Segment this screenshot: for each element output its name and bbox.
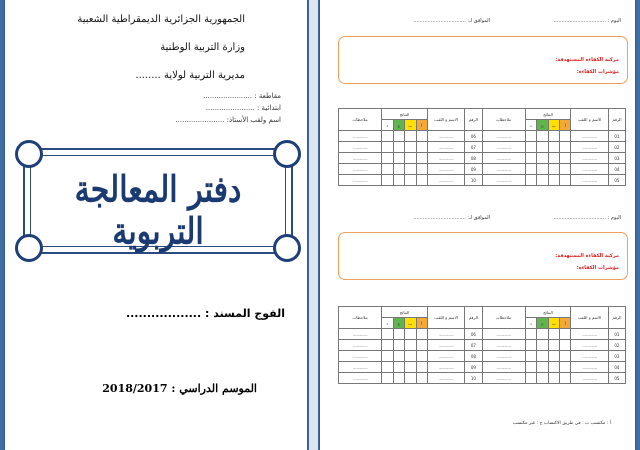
- name-cell: ...................: [571, 373, 608, 384]
- grade-cell: [548, 142, 559, 153]
- name-cell: ...................: [428, 164, 465, 175]
- table-row: [339, 175, 626, 186]
- header-notes: ملاحظات: [339, 109, 382, 131]
- grade-cell: [405, 175, 416, 186]
- grade-cell: [537, 373, 548, 384]
- grade-cell: [416, 329, 427, 340]
- grade-cell: [548, 175, 559, 186]
- table-row: [339, 373, 626, 384]
- grade-cell: [382, 175, 393, 186]
- grade-header: ب: [548, 120, 559, 131]
- grade-cell: [525, 175, 536, 186]
- grade-cell: [537, 351, 548, 362]
- header-name: الاسم و اللقب: [571, 109, 608, 131]
- day-field: اليوم : .................................: [553, 18, 621, 24]
- grade-cell: [382, 373, 393, 384]
- grade-cell: [560, 362, 571, 373]
- district-field: مقاطعة : ......................: [203, 92, 281, 100]
- grade-cell: [548, 351, 559, 362]
- table-row: [339, 153, 626, 164]
- header-notes: ملاحظات: [482, 307, 525, 329]
- indicators-label: مؤشرات الكفاءة:: [576, 265, 619, 271]
- header-results: النتائج: [525, 307, 571, 318]
- grade-cell: [405, 153, 416, 164]
- grade-cell: [548, 153, 559, 164]
- objective-panel: [338, 232, 628, 280]
- name-cell: ...................: [571, 351, 608, 362]
- grade-header: ج: [537, 120, 548, 131]
- grade-cell: [405, 362, 416, 373]
- grade-cell: [416, 362, 427, 373]
- header-notes: ملاحظات: [482, 109, 525, 131]
- notes-cell: ...................: [339, 164, 382, 175]
- grade-cell: [548, 329, 559, 340]
- notes-cell: ...................: [482, 131, 525, 142]
- grade-cell: [393, 340, 404, 351]
- grade-cell: [393, 131, 404, 142]
- header-name: الاسم و اللقب: [428, 307, 465, 329]
- notes-cell: ...................: [482, 164, 525, 175]
- grade-header: ب: [405, 318, 416, 329]
- grade-cell: [548, 362, 559, 373]
- row-number: 04: [608, 362, 625, 373]
- name-cell: ...................: [571, 131, 608, 142]
- grade-cell: [416, 131, 427, 142]
- grade-cell: [525, 329, 536, 340]
- grade-cell: [382, 340, 393, 351]
- school-field: ابتدائية : ......................: [205, 104, 281, 112]
- name-cell: ...................: [571, 362, 608, 373]
- grade-cell: [537, 164, 548, 175]
- grade-cell: [525, 373, 536, 384]
- worksheet-page: [320, 0, 635, 450]
- row-number: 05: [608, 373, 625, 384]
- row-number: 01: [608, 329, 625, 340]
- notes-cell: ...................: [482, 351, 525, 362]
- grade-cell: [560, 329, 571, 340]
- grade-cell: [525, 362, 536, 373]
- grade-cell: [393, 329, 404, 340]
- grade-cell: [416, 175, 427, 186]
- row-number: 07: [465, 142, 482, 153]
- page-gap: [309, 0, 318, 450]
- name-cell: ...................: [428, 175, 465, 186]
- name-cell: ...................: [428, 351, 465, 362]
- notes-cell: ...................: [339, 373, 382, 384]
- name-cell: ...................: [428, 373, 465, 384]
- row-number: 02: [608, 142, 625, 153]
- name-cell: ...................: [428, 153, 465, 164]
- grade-header: ج: [393, 120, 404, 131]
- table-row: [339, 164, 626, 175]
- grade-header: ب: [548, 318, 559, 329]
- corner-ornament: [273, 140, 301, 168]
- row-number: 06: [465, 131, 482, 142]
- row-number: 01: [608, 131, 625, 142]
- grade-cell: [382, 164, 393, 175]
- name-cell: ...................: [571, 340, 608, 351]
- row-number: 09: [465, 164, 482, 175]
- notes-cell: ...................: [482, 175, 525, 186]
- grade-cell: [393, 164, 404, 175]
- grade-cell: [548, 373, 559, 384]
- grade-cell: [382, 153, 393, 164]
- grade-cell: [560, 175, 571, 186]
- grade-cell: [393, 373, 404, 384]
- grade-cell: [560, 142, 571, 153]
- grade-cell: [525, 142, 536, 153]
- grade-cell: [405, 131, 416, 142]
- notes-cell: ...................: [339, 131, 382, 142]
- grade-cell: [525, 131, 536, 142]
- grade-cell: [537, 142, 548, 153]
- grade-cell: [537, 340, 548, 351]
- grade-cell: [548, 164, 559, 175]
- notes-cell: ...................: [482, 153, 525, 164]
- notes-cell: ...................: [339, 340, 382, 351]
- row-number: 10: [465, 373, 482, 384]
- school-year: الموسم الدراسي : 2018/2017: [102, 382, 257, 395]
- grade-cell: [405, 351, 416, 362]
- day-field: اليوم : .................................: [553, 215, 621, 221]
- table-row: [339, 142, 626, 153]
- objective-panel: [338, 36, 628, 84]
- grade-cell: [405, 142, 416, 153]
- grade-cell: [525, 340, 536, 351]
- grades-legend: أ : مكتسب ب : في طريق الاكتساب ج : غير مكتسب: [512, 421, 611, 426]
- grade-cell: [537, 175, 548, 186]
- header-num: الرقم: [608, 109, 625, 131]
- row-number: 03: [608, 351, 625, 362]
- notes-cell: ...................: [339, 175, 382, 186]
- header-results: النتائج: [382, 307, 428, 318]
- notes-cell: ...................: [339, 362, 382, 373]
- notes-cell: ...................: [482, 142, 525, 153]
- table-row: [339, 131, 626, 142]
- grade-cell: [382, 351, 393, 362]
- row-number: 09: [465, 362, 482, 373]
- grade-cell: [393, 153, 404, 164]
- grade-header: د: [382, 120, 393, 131]
- grade-header: ب: [405, 120, 416, 131]
- grade-header: ج: [393, 318, 404, 329]
- grade-cell: [537, 131, 548, 142]
- corner-ornament: [15, 140, 43, 168]
- grade-cell: [525, 153, 536, 164]
- name-cell: ...................: [428, 362, 465, 373]
- grade-cell: [560, 164, 571, 175]
- grade-cell: [416, 153, 427, 164]
- grade-cell: [416, 373, 427, 384]
- notes-cell: ...................: [339, 153, 382, 164]
- grade-cell: [560, 153, 571, 164]
- grade-cell: [405, 164, 416, 175]
- grade-cell: [537, 362, 548, 373]
- name-cell: ...................: [428, 131, 465, 142]
- notes-cell: ...................: [482, 329, 525, 340]
- grade-cell: [560, 351, 571, 362]
- header-num: الرقم: [465, 307, 482, 329]
- grade-header: د: [525, 120, 536, 131]
- name-cell: ...................: [428, 340, 465, 351]
- table-row: [339, 351, 626, 362]
- students-table: [338, 108, 626, 186]
- row-number: 08: [465, 351, 482, 362]
- republic-heading: الجمهورية الجزائرية الديمقراطية الشعبية: [77, 14, 245, 25]
- name-cell: ...................: [428, 329, 465, 340]
- cover-page: [5, 0, 307, 450]
- row-number: 05: [608, 175, 625, 186]
- row-number: 10: [465, 175, 482, 186]
- grade-cell: [382, 362, 393, 373]
- grade-cell: [548, 340, 559, 351]
- grade-cell: [416, 142, 427, 153]
- grade-cell: [525, 351, 536, 362]
- competence-label: مركبة الكفاءة المستهدفة:: [555, 57, 619, 63]
- grade-cell: [537, 153, 548, 164]
- row-number: 08: [465, 153, 482, 164]
- grade-header: أ: [560, 318, 571, 329]
- grade-header: أ: [416, 318, 427, 329]
- grade-header: أ: [416, 120, 427, 131]
- grade-cell: [393, 142, 404, 153]
- grade-cell: [405, 340, 416, 351]
- header-results: النتائج: [382, 109, 428, 120]
- grade-cell: [382, 329, 393, 340]
- title-frame: [23, 148, 293, 254]
- name-cell: ...................: [571, 175, 608, 186]
- grade-header: د: [382, 318, 393, 329]
- row-number: 02: [608, 340, 625, 351]
- assigned-group: الفوج المسند : ..................: [125, 307, 285, 320]
- date-field: الموافق لـ: .................................: [413, 215, 490, 221]
- grade-cell: [405, 373, 416, 384]
- table-row: [339, 340, 626, 351]
- students-table: [338, 306, 626, 384]
- grade-cell: [393, 351, 404, 362]
- name-cell: ...................: [571, 153, 608, 164]
- header-name: الاسم و اللقب: [571, 307, 608, 329]
- grade-cell: [416, 164, 427, 175]
- ministry-heading: وزارة التربية الوطنية: [160, 42, 245, 53]
- grade-cell: [537, 329, 548, 340]
- grade-cell: [382, 142, 393, 153]
- notes-cell: ...................: [339, 329, 382, 340]
- grade-header: أ: [560, 120, 571, 131]
- row-number: 04: [608, 164, 625, 175]
- grade-cell: [525, 164, 536, 175]
- header-name: الاسم و اللقب: [428, 109, 465, 131]
- notes-cell: ...................: [339, 142, 382, 153]
- notes-cell: ...................: [339, 351, 382, 362]
- grade-cell: [416, 340, 427, 351]
- notes-cell: ...................: [482, 362, 525, 373]
- teacher-field: اسم ولقب الأستاذ: ......................: [175, 116, 281, 124]
- name-cell: ...................: [571, 142, 608, 153]
- grade-cell: [416, 351, 427, 362]
- row-number: 03: [608, 153, 625, 164]
- grade-cell: [405, 329, 416, 340]
- indicators-label: مؤشرات الكفاءة:: [576, 69, 619, 75]
- competence-label: مركبة الكفاءة المستهدفة:: [555, 253, 619, 259]
- name-cell: ...................: [428, 142, 465, 153]
- grade-cell: [393, 362, 404, 373]
- row-number: 07: [465, 340, 482, 351]
- header-num: الرقم: [465, 109, 482, 131]
- grade-cell: [560, 340, 571, 351]
- header-num: الرقم: [608, 307, 625, 329]
- grade-cell: [393, 175, 404, 186]
- notes-cell: ...................: [482, 340, 525, 351]
- notes-cell: ...................: [482, 373, 525, 384]
- grade-cell: [560, 373, 571, 384]
- grade-header: د: [525, 318, 536, 329]
- header-notes: ملاحظات: [339, 307, 382, 329]
- grade-cell: [548, 131, 559, 142]
- table-row: [339, 362, 626, 373]
- name-cell: ...................: [571, 329, 608, 340]
- date-field: الموافق لـ: .................................: [413, 18, 490, 24]
- grade-cell: [382, 131, 393, 142]
- header-results: النتائج: [525, 109, 571, 120]
- calligraphy-title: دفتر المعالجة التربوية: [74, 169, 242, 253]
- directorate-heading: مديرية التربية لولاية ........: [135, 70, 245, 81]
- name-cell: ...................: [571, 164, 608, 175]
- row-number: 06: [465, 329, 482, 340]
- table-row: [339, 329, 626, 340]
- grade-cell: [560, 131, 571, 142]
- grade-header: ج: [537, 318, 548, 329]
